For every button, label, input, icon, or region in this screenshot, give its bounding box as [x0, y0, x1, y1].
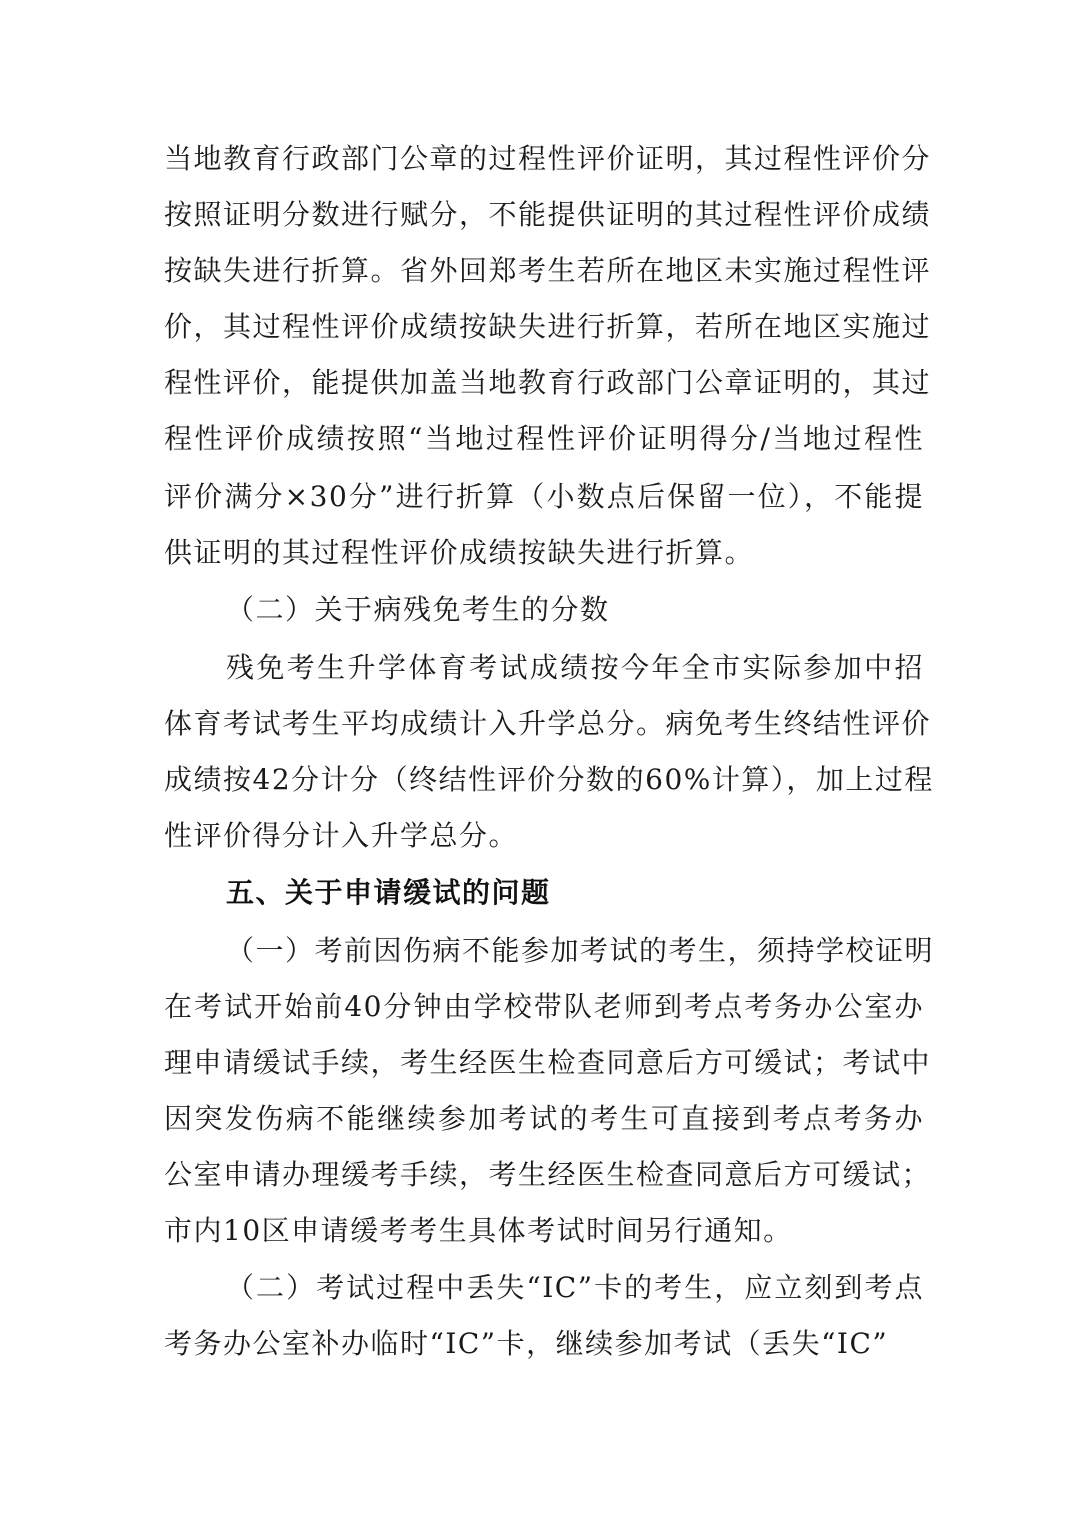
section-heading: 五、关于申请缓试的问题 — [226, 876, 551, 909]
paragraph-line: 供证明的其过程性评价成绩按缺失进行折算。 — [164, 536, 755, 569]
paragraph-line: （二）考试过程中丢失“IC”卡的考生，应立刻到考点 — [226, 1271, 924, 1304]
paragraph-line: 市内10区申请缓考考生具体考试时间另行通知。 — [164, 1214, 793, 1247]
paragraph-line: 成绩按42分计分（终结性评价分数的60%计算），加上过程 — [164, 763, 934, 796]
paragraph-line: 当地教育行政部门公章的过程性评价证明，其过程性评价分 — [164, 142, 932, 175]
paragraph-line: 程性评价，能提供加盖当地教育行政部门公章证明的，其过 — [164, 366, 932, 399]
paragraph-line: 按照证明分数进行赋分，不能提供证明的其过程性评价成绩 — [164, 198, 932, 231]
paragraph-line: 因突发伤病不能继续参加考试的考生可直接到考点考务办 — [164, 1102, 924, 1135]
paragraph-line: 残免考生升学体育考试成绩按今年全市实际参加中招 — [226, 651, 924, 684]
paragraph-line: 在考试开始前40分钟由学校带队老师到考点考务办公室办 — [164, 990, 924, 1023]
paragraph-line: 程性评价成绩按照“当地过程性评价证明得分/当地过程性 — [164, 422, 924, 455]
paragraph-line: 公室申请办理缓考手续，考生经医生检查同意后方可缓试； — [164, 1158, 932, 1191]
paragraph-line: 价，其过程性评价成绩按缺失进行折算，若所在地区实施过 — [164, 310, 932, 343]
paragraph-line: 理申请缓试手续，考生经医生检查同意后方可缓试；考试中 — [164, 1046, 932, 1079]
paragraph-line: 性评价得分计入升学总分。 — [164, 819, 519, 852]
paragraph-line: 按缺失进行折算。省外回郑考生若所在地区未实施过程性评 — [164, 254, 932, 287]
paragraph-line: 考务办公室补办临时“IC”卡，继续参加考试（丢失“IC” — [164, 1327, 889, 1360]
section-subheading: （二）关于病残免考生的分数 — [226, 593, 610, 626]
paragraph-line: 评价满分×30分”进行折算（小数点后保留一位），不能提 — [164, 480, 924, 513]
paragraph-line: 体育考试考生平均成绩计入升学总分。病免考生终结性评价 — [164, 707, 932, 740]
paragraph-line: （一）考前因伤病不能参加考试的考生，须持学校证明 — [226, 934, 935, 967]
